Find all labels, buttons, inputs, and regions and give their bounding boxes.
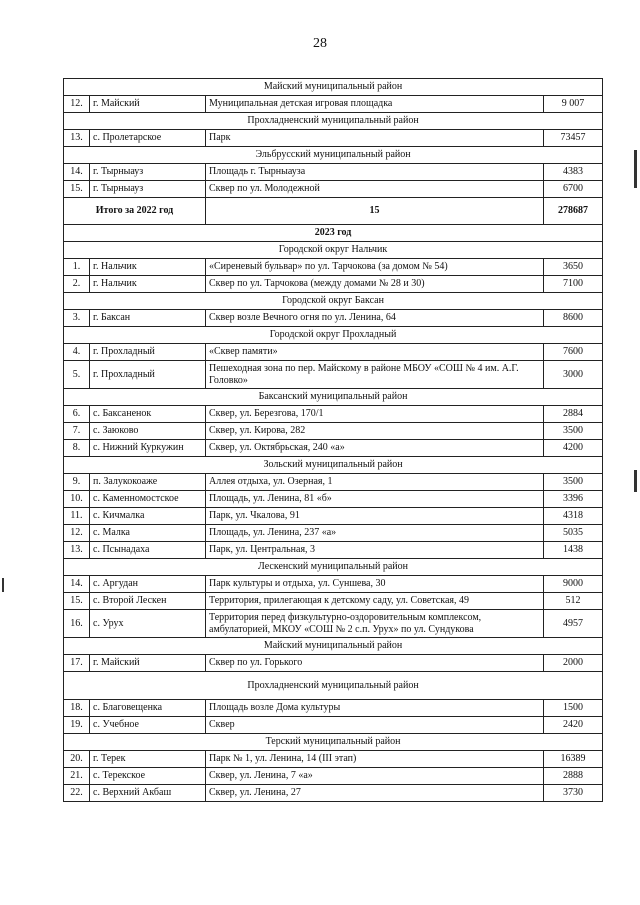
table-row xyxy=(64,344,603,361)
settlement-name: г. Прохладный xyxy=(90,361,206,389)
table-row xyxy=(64,525,603,542)
section-row xyxy=(64,79,603,96)
area-value: 3396 xyxy=(544,491,603,508)
section-title: Эльбрусский муниципальный район xyxy=(64,147,603,164)
settlement-name: с. Заюково xyxy=(90,423,206,440)
area-value: 16389 xyxy=(544,751,603,768)
area-value: 5035 xyxy=(544,525,603,542)
table-row xyxy=(64,423,603,440)
object-name: Сквер по ул. Молодежной xyxy=(206,181,544,198)
settlement-name: с. Пролетарское xyxy=(90,130,206,147)
year-title: 2023 год xyxy=(64,225,603,242)
object-name: Парк № 1, ул. Ленина, 14 (III этап) xyxy=(206,751,544,768)
total-count: 15 xyxy=(206,198,544,225)
section-row xyxy=(64,638,603,655)
settlement-name: с. Учебное xyxy=(90,717,206,734)
area-value: 9 007 xyxy=(544,96,603,113)
settlement-name: с. Терекское xyxy=(90,768,206,785)
table-row xyxy=(64,406,603,423)
section-row xyxy=(64,734,603,751)
object-name: Сквер, ул. Кирова, 282 xyxy=(206,423,544,440)
page-number: 28 xyxy=(313,36,327,51)
object-name: Парк, ул. Центральная, 3 xyxy=(206,542,544,559)
row-number: 12. xyxy=(64,96,90,113)
area-value: 512 xyxy=(544,593,603,610)
section-title: Баксанский муниципальный район xyxy=(64,389,603,406)
row-number: 13. xyxy=(64,542,90,559)
section-row xyxy=(64,389,603,406)
object-name: Площадь г. Тырныауза xyxy=(206,164,544,181)
table-row xyxy=(64,164,603,181)
object-name: Аллея отдыха, ул. Озерная, 1 xyxy=(206,474,544,491)
row-number: 6. xyxy=(64,406,90,423)
area-value: 2000 xyxy=(544,655,603,672)
settlement-name: с. Малка xyxy=(90,525,206,542)
settlement-name: г. Майский xyxy=(90,96,206,113)
section-title: Зольский муниципальный район xyxy=(64,457,603,474)
object-name: Парк xyxy=(206,130,544,147)
settlement-name: с. Благовещенка xyxy=(90,700,206,717)
total-label: Итого за 2022 год xyxy=(64,198,206,225)
section-row xyxy=(64,327,603,344)
row-number: 10. xyxy=(64,491,90,508)
table-row xyxy=(64,361,603,389)
settlement-name: г. Тырныауз xyxy=(90,181,206,198)
object-name: Пешеходная зона по пер. Майскому в районе МБОУ «СОШ № 4 им. А.Г. Головко» xyxy=(206,361,544,389)
table-row xyxy=(64,785,603,802)
table-row xyxy=(64,310,603,327)
row-number: 9. xyxy=(64,474,90,491)
section-title: Городской округ Нальчик xyxy=(64,242,603,259)
row-number: 14. xyxy=(64,164,90,181)
section-title: Майский муниципальный район xyxy=(64,79,603,96)
row-number: 21. xyxy=(64,768,90,785)
area-value: 1500 xyxy=(544,700,603,717)
area-value: 2420 xyxy=(544,717,603,734)
section-row xyxy=(64,242,603,259)
table-row xyxy=(64,440,603,457)
table-row xyxy=(64,751,603,768)
object-name: Парк культуры и отдыха, ул. Суншева, 30 xyxy=(206,576,544,593)
scan-mark-left xyxy=(2,578,4,592)
settlement-name: с. Верхний Акбаш xyxy=(90,785,206,802)
total-row xyxy=(64,198,603,225)
row-number: 15. xyxy=(64,593,90,610)
area-value: 73457 xyxy=(544,130,603,147)
area-value: 4318 xyxy=(544,508,603,525)
settlement-name: г. Терек xyxy=(90,751,206,768)
area-value: 2888 xyxy=(544,768,603,785)
table-row xyxy=(64,259,603,276)
object-name: Площадь возле Дома культуры xyxy=(206,700,544,717)
scan-mark-right-top xyxy=(634,150,637,188)
table-row xyxy=(64,491,603,508)
row-number: 5. xyxy=(64,361,90,389)
object-name: Сквер по ул. Горького xyxy=(206,655,544,672)
row-number: 14. xyxy=(64,576,90,593)
object-name: Муниципальная детская игровая площадка xyxy=(206,96,544,113)
section-row xyxy=(64,457,603,474)
object-name: Сквер, ул. Ленина, 27 xyxy=(206,785,544,802)
area-value: 3650 xyxy=(544,259,603,276)
settlement-name: г. Нальчик xyxy=(90,276,206,293)
area-value: 4200 xyxy=(544,440,603,457)
object-name: Территория перед физкультурно-оздоровительным комплексом, амбулаторией, МКОУ «СОШ № 2 с.п. Урух» по ул. Сундукова xyxy=(206,610,544,638)
settlement-name: с. Псынадаха xyxy=(90,542,206,559)
table-row xyxy=(64,655,603,672)
object-name: Парк, ул. Чкалова, 91 xyxy=(206,508,544,525)
table-row xyxy=(64,276,603,293)
row-number: 17. xyxy=(64,655,90,672)
scan-mark-right-bottom xyxy=(634,470,637,492)
area-value: 1438 xyxy=(544,542,603,559)
section-row xyxy=(64,293,603,310)
area-value: 6700 xyxy=(544,181,603,198)
table-row xyxy=(64,700,603,717)
row-number: 8. xyxy=(64,440,90,457)
table-row xyxy=(64,593,603,610)
object-name: Сквер по ул. Тарчокова (между домами № 28 и 30) xyxy=(206,276,544,293)
settlement-name: с. Второй Лескен xyxy=(90,593,206,610)
row-number: 18. xyxy=(64,700,90,717)
table-row xyxy=(64,576,603,593)
table-row xyxy=(64,474,603,491)
area-value: 3500 xyxy=(544,423,603,440)
object-name: Сквер, ул. Октябрьская, 240 «а» xyxy=(206,440,544,457)
table-row xyxy=(64,130,603,147)
section-title: Терский муниципальный район xyxy=(64,734,603,751)
row-number: 22. xyxy=(64,785,90,802)
area-value: 4957 xyxy=(544,610,603,638)
area-value: 4383 xyxy=(544,164,603,181)
table-row xyxy=(64,508,603,525)
row-number: 16. xyxy=(64,610,90,638)
object-name: Сквер, ул. Ленина, 7 «а» xyxy=(206,768,544,785)
row-number: 15. xyxy=(64,181,90,198)
section-row xyxy=(64,672,603,700)
row-number: 1. xyxy=(64,259,90,276)
section-row xyxy=(64,113,603,130)
table-row xyxy=(64,768,603,785)
section-title: Лескенский муниципальный район xyxy=(64,559,603,576)
settlement-name: г. Прохладный xyxy=(90,344,206,361)
table-body xyxy=(64,79,603,802)
settlement-name: с. Урух xyxy=(90,610,206,638)
row-number: 2. xyxy=(64,276,90,293)
area-value: 2884 xyxy=(544,406,603,423)
row-number: 4. xyxy=(64,344,90,361)
object-name: Площадь, ул. Ленина, 237 «а» xyxy=(206,525,544,542)
object-name: Территория, прилегающая к детскому саду, ул. Советская, 49 xyxy=(206,593,544,610)
row-number: 19. xyxy=(64,717,90,734)
section-title: Прохладненский муниципальный район xyxy=(64,113,603,130)
area-value: 9000 xyxy=(544,576,603,593)
row-number: 3. xyxy=(64,310,90,327)
section-title: Городской округ Баксан xyxy=(64,293,603,310)
section-title: Городской округ Прохладный xyxy=(64,327,603,344)
settlement-name: г. Майский xyxy=(90,655,206,672)
area-value: 7100 xyxy=(544,276,603,293)
object-name: «Сиреневый бульвар» по ул. Тарчокова (за домом № 54) xyxy=(206,259,544,276)
table-row xyxy=(64,181,603,198)
area-value: 7600 xyxy=(544,344,603,361)
object-name: «Сквер памяти» xyxy=(206,344,544,361)
section-title: Майский муниципальный район xyxy=(64,638,603,655)
settlement-name: с. Нижний Куркужин xyxy=(90,440,206,457)
section-row xyxy=(64,559,603,576)
settlement-name: с. Баксаненок xyxy=(90,406,206,423)
settlement-name: с. Аргудан xyxy=(90,576,206,593)
object-name: Сквер, ул. Березгова, 170/1 xyxy=(206,406,544,423)
object-name: Площадь, ул. Ленина, 81 «б» xyxy=(206,491,544,508)
row-number: 13. xyxy=(64,130,90,147)
settlement-name: г. Баксан xyxy=(90,310,206,327)
row-number: 11. xyxy=(64,508,90,525)
settlement-name: г. Тырныауз xyxy=(90,164,206,181)
table-row xyxy=(64,96,603,113)
row-number: 7. xyxy=(64,423,90,440)
table-row xyxy=(64,717,603,734)
settlement-name: г. Нальчик xyxy=(90,259,206,276)
area-value: 3730 xyxy=(544,785,603,802)
objects-table xyxy=(63,78,603,802)
row-number: 20. xyxy=(64,751,90,768)
area-value: 8600 xyxy=(544,310,603,327)
total-value: 278687 xyxy=(544,198,603,225)
settlement-name: п. Залукокоаже xyxy=(90,474,206,491)
area-value: 3000 xyxy=(544,361,603,389)
settlement-name: с. Каменномостское xyxy=(90,491,206,508)
object-name: Сквер xyxy=(206,717,544,734)
section-row xyxy=(64,147,603,164)
settlement-name: с. Кичмалка xyxy=(90,508,206,525)
table-row xyxy=(64,610,603,638)
section-title: Прохладненский муниципальный район xyxy=(64,672,603,700)
object-name: Сквер возле Вечного огня по ул. Ленина, 64 xyxy=(206,310,544,327)
year-row xyxy=(64,225,603,242)
row-number: 12. xyxy=(64,525,90,542)
area-value: 3500 xyxy=(544,474,603,491)
table-row xyxy=(64,542,603,559)
